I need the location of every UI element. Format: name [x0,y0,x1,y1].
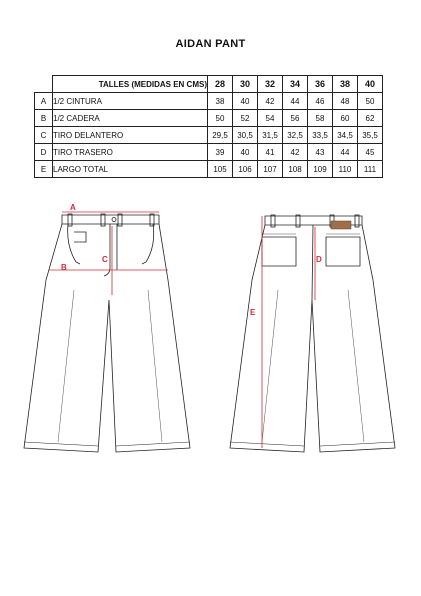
row-label: TIRO TRASERO [53,144,208,161]
table-cell: 34,5 [333,127,358,144]
size-header: 30 [233,76,258,93]
table-row [35,127,383,144]
row-letter: D [35,144,53,161]
marker-a: A [70,203,76,212]
table-cell: 39 [208,144,233,161]
table-cell: 31,5 [258,127,283,144]
row-label: 1/2 CADERA [53,110,208,127]
table-cell: 30,5 [233,127,258,144]
front-pant-drawing [24,214,190,452]
row-label: TIRO DELANTERO [53,127,208,144]
back-measure-lines [262,216,315,448]
table-cell: 40 [233,144,258,161]
table-header-label: TALLES (MEDIDAS EN CMS) [53,76,208,93]
size-header: 40 [358,76,383,93]
table-cell: 44 [283,93,308,110]
table-cell: 33,5 [308,127,333,144]
table-cell: 42 [283,144,308,161]
size-chart-table [34,75,383,178]
table-cell: 41 [258,144,283,161]
table-cell: 48 [333,93,358,110]
table-header-row [35,76,383,93]
size-header: 32 [258,76,283,93]
page-title: AIDAN PANT [175,38,246,50]
table-cell: 32,5 [283,127,308,144]
table-cell: 106 [233,161,258,178]
table-cell: 50 [358,93,383,110]
table-cell: 62 [358,110,383,127]
row-letter: C [35,127,53,144]
leather-tag-icon [331,221,351,229]
row-letter: E [35,161,53,178]
marker-d: D [316,255,322,264]
technical-drawings [0,190,421,470]
table-row [35,110,383,127]
marker-c: C [102,255,108,264]
table-cell: 109 [308,161,333,178]
table-cell: 50 [208,110,233,127]
row-letter: A [35,93,53,110]
pant-drawings-svg [0,190,421,470]
size-header: 28 [208,76,233,93]
table-cell: 38 [208,93,233,110]
marker-e: E [250,308,256,317]
table-cell: 110 [333,161,358,178]
size-header: 36 [308,76,333,93]
marker-b: B [61,263,67,272]
table-row [35,93,383,110]
size-header: 38 [333,76,358,93]
table-cell: 46 [308,93,333,110]
row-letter: B [35,110,53,127]
table-cell: 43 [308,144,333,161]
button-icon [112,218,116,222]
table-row [35,144,383,161]
table-cell: 60 [333,110,358,127]
table-cell: 108 [283,161,308,178]
row-label: 1/2 CINTURA [53,93,208,110]
table-row [35,161,383,178]
size-header: 34 [283,76,308,93]
table-cell: 29,5 [208,127,233,144]
table-cell: 42 [258,93,283,110]
row-label: LARGO TOTAL [53,161,208,178]
back-pant-drawing [230,215,395,452]
table-cell: 105 [208,161,233,178]
table-cell: 111 [358,161,383,178]
table-cell: 44 [333,144,358,161]
table-cell: 58 [308,110,333,127]
table-cell: 45 [358,144,383,161]
table-cell: 56 [283,110,308,127]
table-cell: 52 [233,110,258,127]
table-cell: 54 [258,110,283,127]
table-cell: 40 [233,93,258,110]
table-cell: 107 [258,161,283,178]
table-cell: 35,5 [358,127,383,144]
